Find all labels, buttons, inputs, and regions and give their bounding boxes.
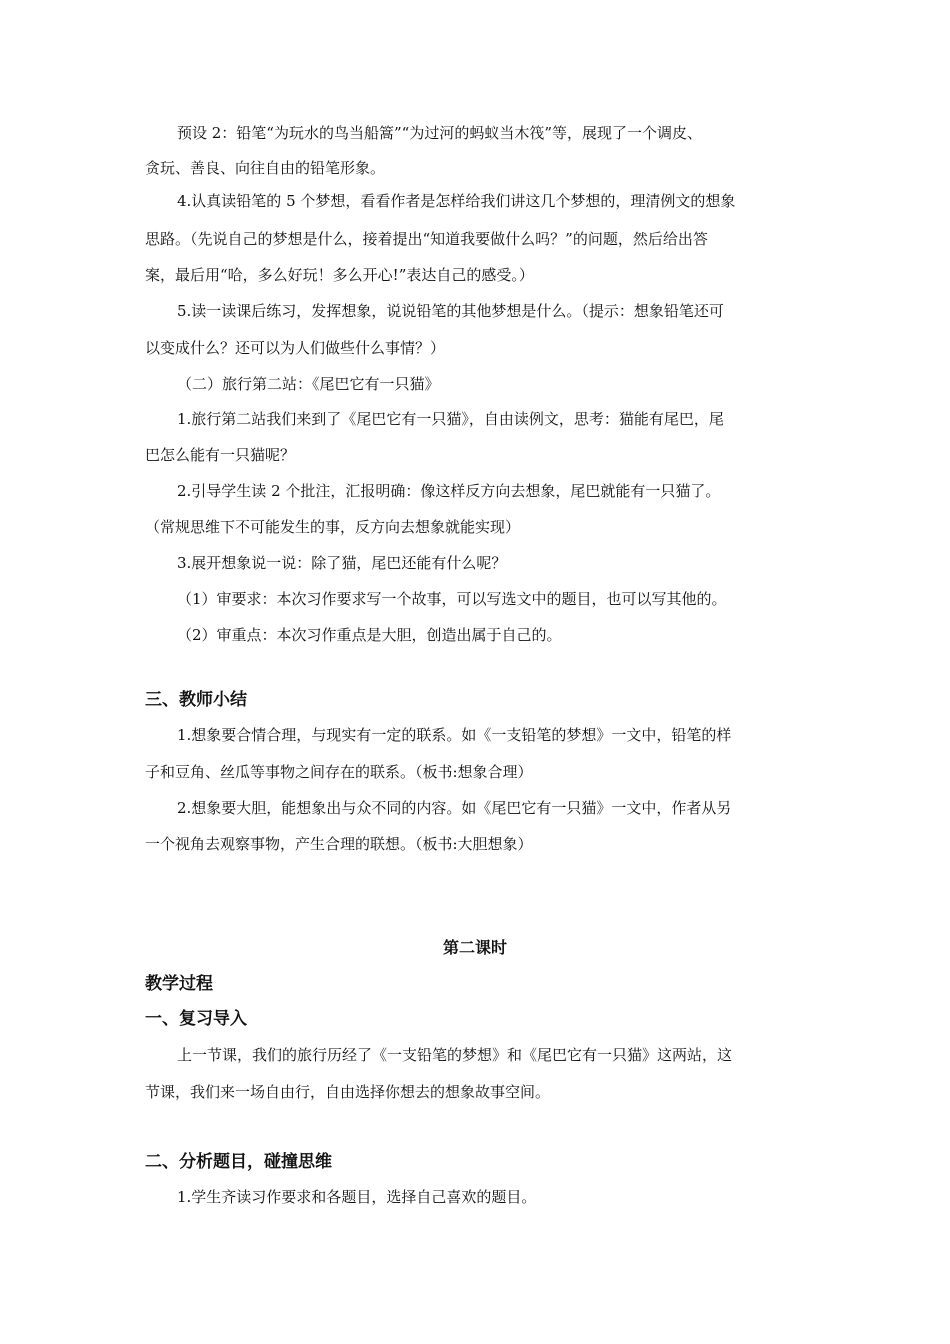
paragraph-step4-line2: 思路。（先说自己的梦想是什么，接着提出“知道我要做什么吗？”的问题，然后给出答	[145, 230, 708, 248]
paragraph-step4-line3: 案，最后用“哈，多么好玩！多么开心!”表达自己的感受。）	[145, 266, 534, 284]
paragraph-station2-step1-line2: 巴怎么能有一只猫呢？	[145, 446, 296, 464]
paragraph-review-line2: 节课，我们来一场自由行，自由选择你想去的想象故事空间。	[145, 1083, 551, 1101]
paragraph-review-line1: 上一节课，我们的旅行历经了《一支铅笔的梦想》和《尾巴它有一只猫》这两站，这	[177, 1046, 733, 1064]
paragraph-summary2-line2: 一个视角去观察事物，产生合理的联想。（板书:大胆想象）	[145, 835, 533, 853]
paragraph-preset2-line1: 预设 2：铅笔“为玩水的鸟当船篙”“为过河的蚂蚁当木筏”等，展现了一个调皮、	[177, 124, 702, 142]
paragraph-focus: （2）审重点：本次习作重点是大胆，创造出属于自己的。	[177, 626, 562, 644]
section-heading-review: 一、复习导入	[145, 1009, 247, 1029]
paragraph-step5-line1: 5.读一读课后练习，发挥想象，说说铅笔的其他梦想是什么。（提示：想象铅笔还可	[177, 302, 724, 320]
paragraph-station2-step1-line1: 1.旅行第二站我们来到了《尾巴它有一只猫》，自由读例文，思考：猫能有尾巴，尾	[177, 410, 724, 428]
paragraph-preset2-line2: 贪玩、善良、向往自由的铅笔形象。	[145, 159, 386, 177]
paragraph-station2-step3: 3.展开想象说一说：除了猫，尾巴还能有什么呢？	[177, 554, 507, 572]
paragraph-station2-step2-line1: 2.引导学生读 2 个批注，汇报明确：像这样反方向去想象，尾巴就能有一只猫了。	[177, 482, 721, 500]
section-heading-analysis: 二、分析题目，碰撞思维	[145, 1152, 332, 1172]
teaching-process-heading: 教学过程	[145, 974, 213, 994]
paragraph-requirement: （1）审要求：本次习作要求写一个故事，可以写选文中的题目，也可以写其他的。	[177, 590, 727, 608]
lesson-title: 第二课时	[442, 938, 507, 957]
paragraph-summary1-line1: 1.想象要合情合理，与现实有一定的联系。如《一支铅笔的梦想》一文中，铅笔的样	[177, 726, 732, 744]
paragraph-summary2-line1: 2.想象要大胆，能想象出与众不同的内容。如《尾巴它有一只猫》一文中，作者从另	[177, 799, 732, 817]
paragraph-step5-line2: 以变成什么？还可以为人们做些什么事情？）	[145, 339, 446, 357]
paragraph-summary1-line2: 子和豆角、丝瓜等事物之间存在的联系。（板书:想象合理）	[145, 763, 533, 781]
subsection-second-station: （二）旅行第二站：《尾巴它有一只猫》	[177, 375, 440, 393]
paragraph-step4-line1: 4.认真读铅笔的 5 个梦想，看看作者是怎样给我们讲这几个梦想的，理清例文的想象	[177, 192, 736, 210]
section-heading-summary: 三、教师小结	[145, 690, 247, 710]
paragraph-analysis-step1: 1.学生齐读习作要求和各题目，选择自己喜欢的题目。	[177, 1188, 537, 1206]
paragraph-station2-step2-line2: （常规思维下不可能发生的事，反方向去想象就能实现）	[145, 518, 521, 536]
